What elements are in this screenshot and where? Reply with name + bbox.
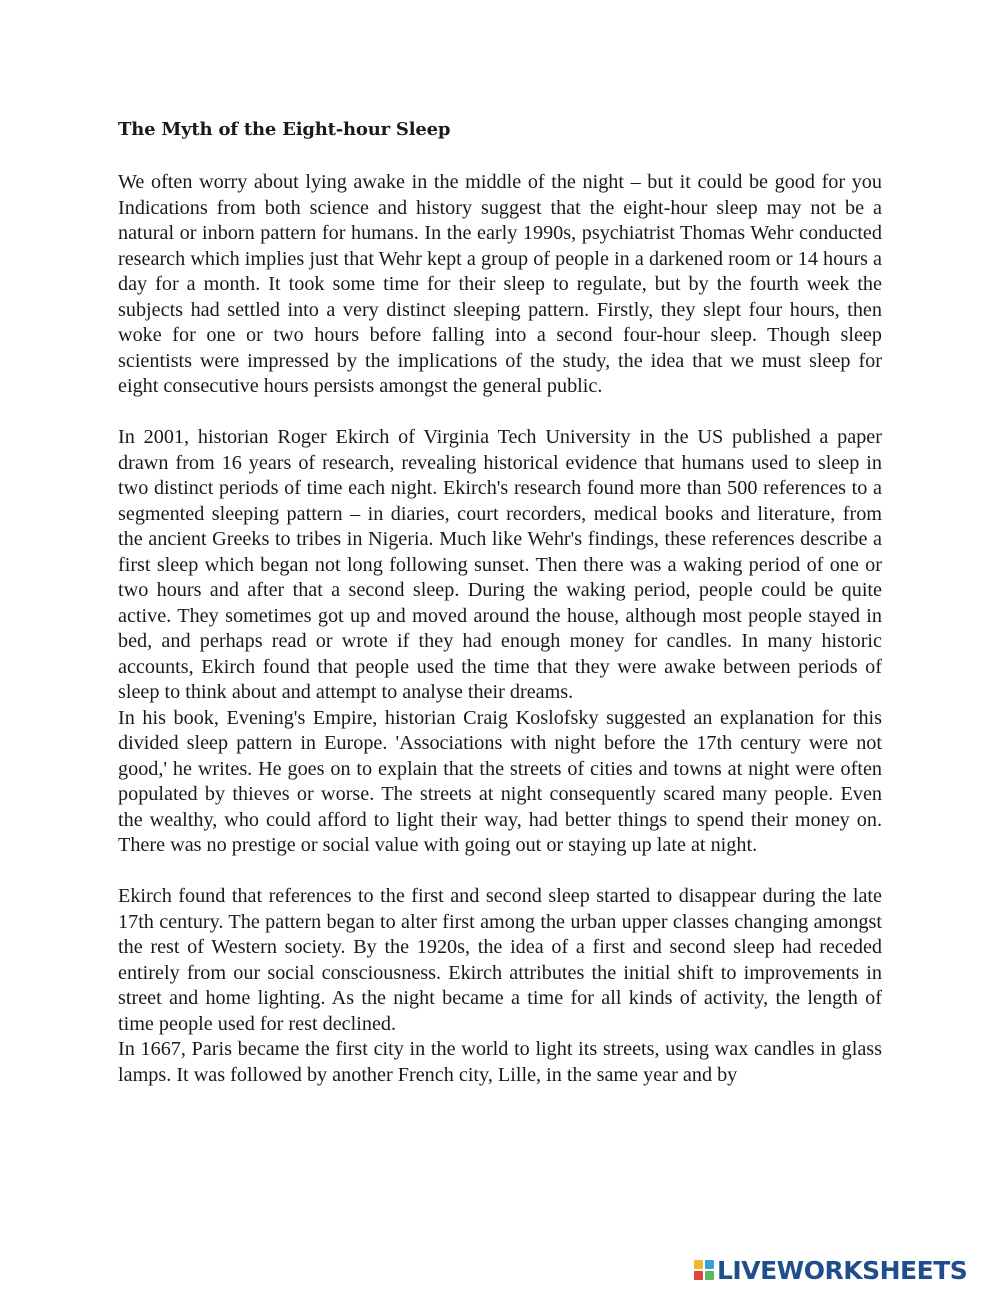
paragraph-5: In 1667, Paris became the first city in the world to light its streets, using wax candles in glass lamps. It was followed by another French city, Lille, in the same year and by: [118, 1038, 882, 1086]
paragraph-1: We often worry about lying awake in the middle of the night – but it could be good for you Indications from both science and history suggest that the eight-hour sleep may not be a natural or inborn pattern for humans. In the early 1990s, psychiatrist Thomas Wehr conducted research which implies just that Wehr kept a group of people in a darkened room or 14 hours a day for a month. It took some time for their sleep to regulate, but by the fourth week the subjects had settled into a very distinct sleeping pattern. Firstly, they slept four hours, then woke for one or two hours before falling into a second four-hour sleep. Though sleep scientists were impressed by the implications of the study, the idea that we must sleep for eight consecutive hours persists amongst the general public.: [118, 171, 882, 397]
paragraph-spacer: [118, 859, 882, 885]
paragraph-4: Ekirch found that references to the first and second sleep started to disappear during the late 17th century. The pattern began to alter first among the urban upper classes changing amongst the rest of Western society. By the 1920s, the idea of a first and second sleep had receded entirely from our social consciousness. Ekirch attributes the initial shift to improvements in street and home lighting. As the night became a time for all kinds of activity, the length of time people used for rest declined.: [118, 885, 882, 1035]
paragraph-3: In his book, Evening's Empire, historian Craig Koslofsky suggested an explanation for this divided sleep pattern in Europe. 'Associations with night before the 17th century were not good,' he writes. He goes on to explain that the streets of cities and towns at night were often populated by thieves or worse. The streets at night consequently scared many people. Even the wealthy, who could afford to light their way, had better things to spend their money on. There was no prestige or social value with going out or staying up late at night.: [118, 706, 882, 856]
logo-mark-tile: [705, 1260, 714, 1269]
logo-mark-icon: [694, 1260, 714, 1280]
paragraph-2: In 2001, historian Roger Ekirch of Virginia Tech University in the US published a paper drawn from 16 years of research, revealing historical evidence that humans used to sleep in two distinct periods of time each night. Ekirch's research found more than 500 references to a segmented sleeping pattern – in diaries, court recorders, medical books and literature, from the ancient Greeks to tribes in Nigeria. Much like Wehr's findings, these references describe a first sleep which began not long following sunset. Then there was a waking period of one or two hours and after that a second sleep. During the waking period, people could be quite active. They sometimes got up and moved around the house, although most people stayed in bed, and perhaps read or wrote if they had enough money for candles. In many historic accounts, Ekirch found that people used the time that they were awake between periods of sleep to think about and attempt to analyse their dreams.: [118, 426, 882, 703]
paragraph-spacer: [118, 400, 882, 426]
document-title: The Myth of the Eight-hour Sleep: [118, 119, 451, 140]
logo-mark-tile: [705, 1271, 714, 1280]
logo-mark-tile: [694, 1271, 703, 1280]
logo-mark-tile: [694, 1260, 703, 1269]
worksheet-page: [118, 116, 882, 1088]
liveworksheets-logo: [694, 1256, 967, 1284]
logo-text: LIVEWORKSHEETS: [717, 1255, 968, 1285]
